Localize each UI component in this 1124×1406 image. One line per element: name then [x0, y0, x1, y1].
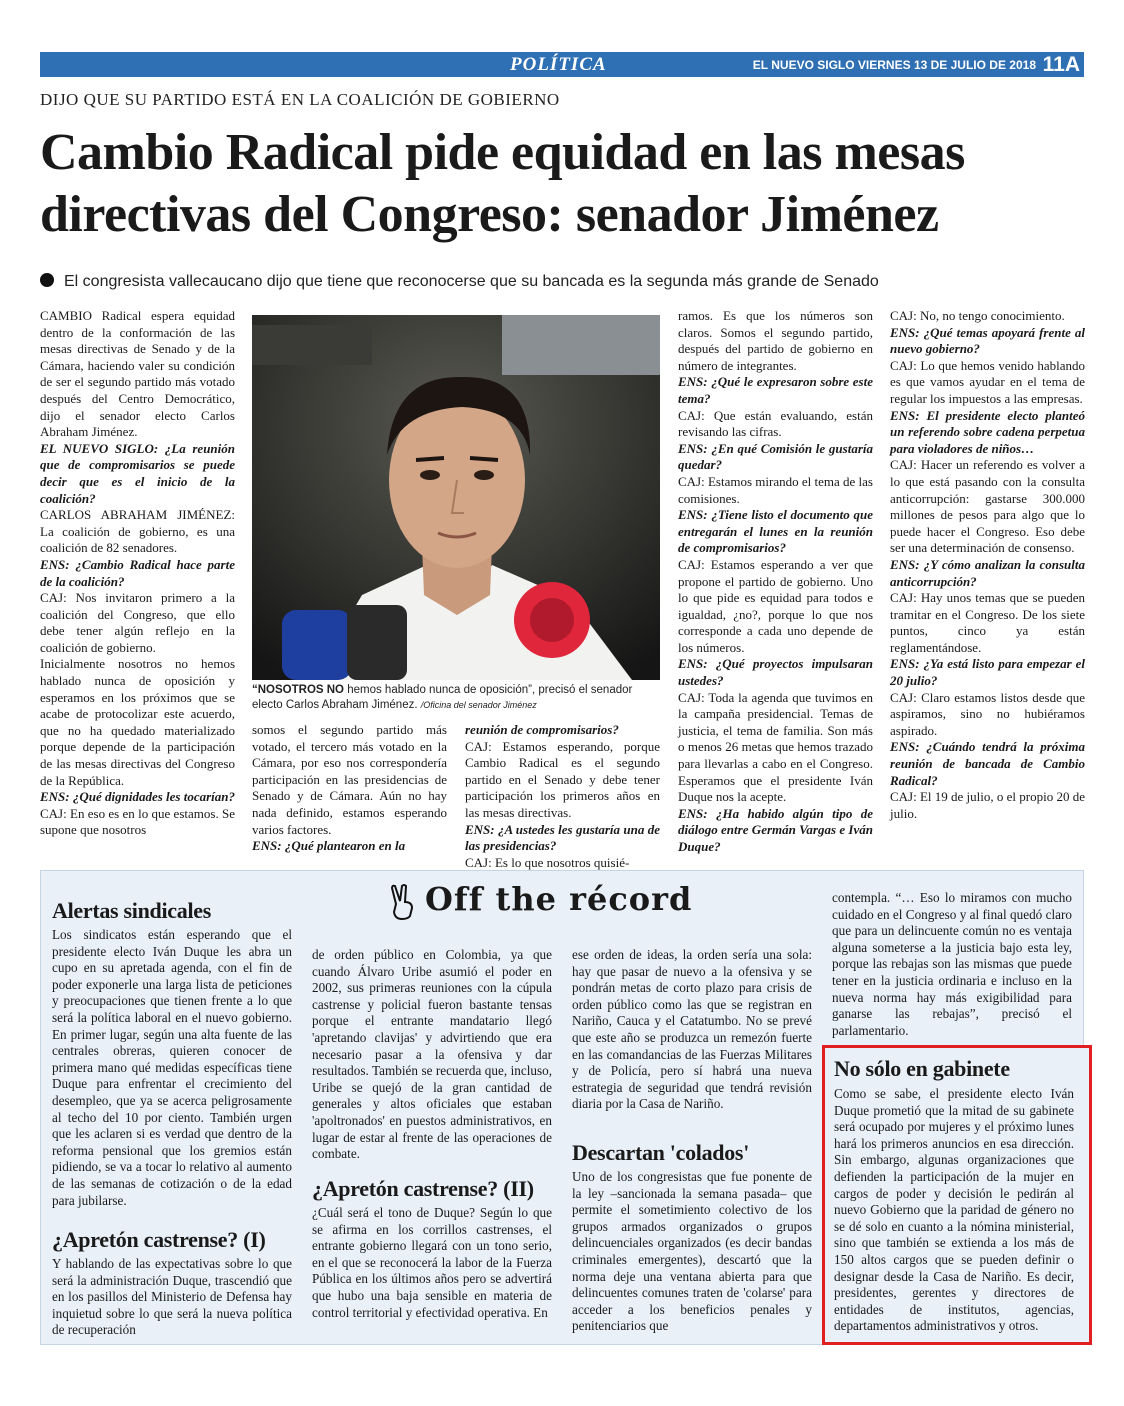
- article-photo: [252, 315, 660, 680]
- answer: CAJ: En eso es en lo que estamos. Se supone que nosotros: [40, 805, 235, 838]
- answer: CARLOS ABRAHAM JIMÉNEZ: La coalición de gobierno, es una coalición de 82 senadores.: [40, 507, 235, 556]
- bullet-icon: [40, 273, 54, 287]
- item-body: Y hablando de las expectativas sobre lo que será la administración Duque, trascendió que en los pasillos del Ministerio de Defensa hay inquietud sobre lo que será la nueva política de recuperación: [52, 1256, 292, 1338]
- question: ENS: El presidente electo planteó un referendo sobre cadena perpetua para violadores de niños…: [890, 407, 1085, 456]
- question: ENS: ¿En qué Comisión le gustaría quedar?: [678, 440, 873, 473]
- answer: somos el segundo partido más votado, el tercero más votado en la Cámara, por eso nos correspondería participación en las presidencias de Senado y de Cámara. Aún no hay nada definido, estamos esperando varios factores.: [252, 722, 447, 837]
- answer: CAJ: Nos invitaron primero a la coalición del Congreso, que ello debe tener algún reflejo en la coalición de gobierno.: [40, 590, 235, 655]
- answer: CAJ: Estamos esperando, porque Cambio Radical es el segundo partido en el Senado y debe tener participación los primeros años en las mesas directivas.: [465, 738, 660, 820]
- answer: CAJ: Que están evaluando, están revisando las cifras.: [678, 407, 873, 440]
- caption-text: hemos hablado nunca de oposición”, precisó el senador electo Carlos Abraham Jiménez.: [252, 684, 633, 711]
- victory-hand-icon: [388, 884, 416, 920]
- lead-paragraph: CAMBIO Radical espera equidad dentro de la conformación de las mesas directivas de Senado y de la Cámara, haciendo valer su condición de ser el segundo partido más votado después del Centro Democrático, dijo el senador electo Carlos Abraham Jiménez.: [40, 308, 235, 440]
- answer: CAJ: Es lo que nosotros quisié-: [465, 854, 630, 870]
- answer: ramos. Es que los números son claros. Somos el segundo partido, después del partido de gobierno en número de integrantes.: [678, 308, 873, 373]
- question: ENS: ¿Qué proyectos impulsaran ustedes?: [678, 656, 873, 689]
- subheadline-text: El congresista vallecaucano dijo que tiene que reconocerse que su bancada es la segunda más grande de Senado: [64, 273, 879, 290]
- article-column-4: [678, 308, 873, 856]
- question: ENS: ¿Cuándo tendrá la próxima reunión de bancada de Cambio Radical?: [890, 739, 1085, 788]
- answer: CAJ: No, no tengo conocimiento.: [890, 308, 1065, 323]
- item-heading: ¿Apretón castrense? (II): [312, 1176, 534, 1201]
- item-heading: No sólo en gabinete: [834, 1056, 1010, 1081]
- answer: CAJ: Hay unos temas que se pueden tramitar en el Congreso. De los siete puntos, cinco ya están reglamentándose.: [890, 590, 1085, 655]
- question: ENS: ¿Qué temas apoyará frente al nuevo gobierno?: [890, 324, 1085, 357]
- answer: CAJ: Claro estamos listos desde que aspiramos, sino no hubiéramos aspirado.: [890, 689, 1085, 738]
- answer: CAJ: Estamos mirando el tema de las comisiones.: [678, 473, 873, 506]
- section-header-bar: [40, 52, 1084, 77]
- article-column-2: [252, 722, 447, 855]
- item-body: ese orden de ideas, la orden sería una sola: hay que pasar de nuevo a la ofensiva y se pondrán metas de corto plazo para crisis de orden público como las que se registran en Nariño, Cauca y el Catatumbo. No se prevé que este año se produzca un remezón fuerte en las comandancias de las Fuerzas Militares y de Policía, pero sí habrá una nueva estrategia de seguridad que tendrá revisión diaria por la Casa de Nariño.: [572, 947, 812, 1112]
- item-body: contempla. “… Eso lo miramos con mucho cuidado en el Congreso y al final quedó claro que para un delincuente común no es ventaja alguna someterse a la justicia bajo esta ley, porque las rebajas son las mismas que puede tener en la justicia ordinaria e incluso en la nueva norma hay más exigibilidad para ganarse las rebajas”, precisó el parlamentario.: [832, 890, 1072, 1038]
- question: reunión de compromisarios?: [465, 722, 619, 737]
- item-heading: Alertas sindicales: [52, 898, 211, 923]
- question: ENS: ¿Cambio Radical hace parte de la coalición?: [40, 556, 235, 589]
- section-name: POLÍTICA: [510, 54, 607, 75]
- article-column-3: [465, 722, 660, 871]
- answer: CAJ: Toda la agenda que tuvimos en la campaña presidencial. Temas de justicia, el tema de familia. Son más o menos 26 metas que hemos trazado para llevarlas a cabo en el Congreso. Esperamos que el presidente Iván Duque nos la acepte.: [678, 689, 873, 805]
- question: ENS: ¿Qué dignidades les tocarían?: [40, 789, 236, 805]
- folio-line: EL NUEVO SIGLO VIERNES 13 DE JULIO DE 2018: [752, 58, 1036, 72]
- item-body: Como se sabe, el presidente electo Iván Duque prometió que la mitad de su gabinete será ocupado por mujeres y el próximo lunes hará los primeros anuncios en esa dirección. Sin embargo, algunas organizaciones que defienden la participación de la mujer en cargos de poder y decisión le pedirán al nuevo Gobierno que la paridad de género no se dé solo en cuanto a la nómina ministerial, sino que también se extienda a los más de 150 altos cargos que se pueden definir o designar desde la Casa de Nariño. Es decir, presidentes, gerentes y directores de entidades de institutos, agencias, departamentos administrativos y otros.: [834, 1086, 1074, 1334]
- subheadline: [40, 273, 1090, 291]
- answer: CAJ: El 19 de julio, o el propio 20 de julio.: [890, 789, 1085, 821]
- question: ENS: ¿Qué plantearon en la: [252, 838, 406, 854]
- item-body: ¿Cuál será el tono de Duque? Según lo que se afirma en los corrillos castrenses, el entrante gobierno llegará con un tono serio, en el que se reconocerá la labor de la Fuerza Pública en los últimos años pero se advertirá que hubo una baja sensible en materia de control territorial y efectividad operativa. En: [312, 1205, 552, 1320]
- item-body: Uno de los congresistas que fue ponente de la ley –sancionada la semana pasada– que permite el sometimiento colectivo de los grupos armados organizados o grupos delincuenciales organizados (es decir bandas criminales emergentes), descartó que la norma deje una ventana abierta para que delincuentes comunes traten de 'colarse' para acceder a los beneficios penales y penitenciarios que: [572, 1169, 812, 1334]
- off-the-record-title: Off the récord: [425, 880, 693, 918]
- photo-caption: [252, 683, 660, 713]
- item-body: de orden público en Colombia, ya que cuando Álvaro Uribe asumió el poder en 2002, sus primeras reuniones con la cúpula castrense y policial fueron bastante tensas porque el entrante mandatario llegó 'apretando clavijas' y advirtiendo que era necesario pasar a la ofensiva y dar resultados. También se recuerda que, incluso, Uribe se quejó de la gran cantidad de generales y altos oficiales que estaban 'apoltronados' en puestos administrativos, en lugar de estar al frente de las operaciones de combate.: [312, 947, 552, 1162]
- article-column-1: [40, 308, 235, 839]
- question: ENS: ¿Y cómo analizan la consulta anticorrupción?: [890, 556, 1085, 589]
- kicker: DIJO QUE SU PARTIDO ESTÁ EN LA COALICIÓN DE GOBIERNO: [40, 90, 560, 109]
- item-body: Los sindicatos están esperando que el presidente electo Iván Duque les abra un cupo en su apretada agenda, con el fin de poder exponerle una larga lista de peticiones y preocupaciones que tienen frente a lo que será la política laboral en el nuevo gobierno. En primer lugar, según una alta fuente de las centrales obreras, quieren conocer de primera mano qué medidas específicas tiene Duque para enfrentar el crecimiento del desempleo, que ya se acerca peligrosamente al techo del 10 por ciento. También urgen que les aclaren si es verdad que dentro de la reforma pensional que los gremios están pidiendo, se va a tocar lo relativo al aumento de las semanas de cotización o de la edad para jubilarse.: [52, 927, 292, 1208]
- question: ENS: ¿Tiene listo el documento que entregarán el lunes en la reunión de compromisarios?: [678, 507, 873, 556]
- headline: Cambio Radical pide equidad en las mesas directivas del Congreso: senador Jiménez: [40, 124, 965, 243]
- caption-lead: “NOSOTROS NO: [252, 684, 345, 696]
- answer: CAJ: Estamos esperando a ver que propone el partido de gobierno. Uno lo que pide es equidad para todos e igualdad, ¿no?, porque lo que nos corresponde a cada uno depende de los números.: [678, 556, 873, 655]
- senator-photo-illustration: [252, 315, 660, 680]
- item-heading: Descartan 'colados': [572, 1140, 750, 1165]
- question: ENS: ¿Ya está listo para empezar el 20 julio?: [890, 656, 1085, 689]
- photo-credit: /Oficina del senador Jiménez: [420, 700, 537, 710]
- answer: CAJ: Hacer un referendo es volver a lo que está pasando con la consulta anticorrupción: gastarse 300.000 millones de pesos para algo que lo puede hacer el Congreso. Eso debe ser una determinación de consenso.: [890, 457, 1085, 556]
- question: EL NUEVO SIGLO: ¿La reunión que de compromisarios se puede decir que es el inicio de la coalición?: [40, 440, 235, 506]
- answer: Inicialmente nosotros no hemos hablado nunca de oposición y esperamos en los próximos que se acabe de protocolizar este acuerdo, que no ha quedado materializado porque depende de la participación de las mesas directivas del Congreso de la República.: [40, 656, 235, 788]
- answer: CAJ: Lo que hemos venido hablando es que vamos ayudar en el tema de regular los impuestos a las empresas.: [890, 357, 1085, 406]
- page-number: 11A: [1042, 53, 1080, 76]
- article-column-5: [890, 308, 1085, 822]
- question: ENS: ¿Qué le expresaron sobre este tema?: [678, 374, 873, 406]
- item-heading: ¿Apretón castrense? (I): [52, 1227, 266, 1252]
- question: ENS: ¿Ha habido algún tipo de diálogo entre Germán Vargas e Iván Duque?: [678, 805, 873, 854]
- question: ENS: ¿A ustedes les gustaría una de las presidencias?: [465, 821, 660, 854]
